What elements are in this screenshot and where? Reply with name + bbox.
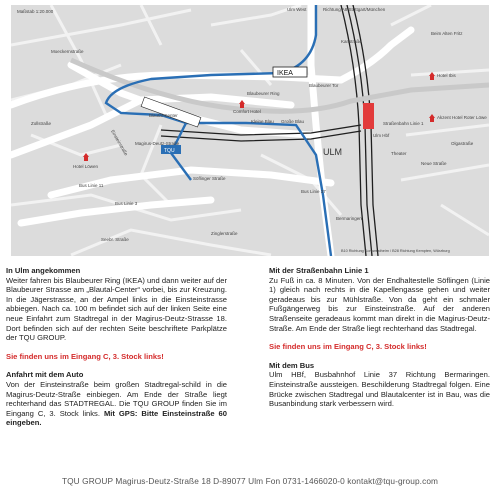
- directions-right-column: [269, 266, 490, 409]
- label-hotel-loewen: Hotel Löwen: [73, 164, 99, 169]
- footer-contact: TQU GROUP Magirus-Deutz-Straße 18 D-89077 Ulm Fon 0731-1466020-0 kontakt@tqu-group.com: [61, 476, 439, 486]
- label-olgastrasse: Olgastraße: [451, 141, 474, 146]
- location-map: [11, 5, 489, 256]
- label-soeflinger: Söflinger Straße: [193, 176, 226, 181]
- label-magirus: Magirus-Deutz-Straße: [135, 141, 180, 146]
- label-theater: Theater: [391, 151, 407, 156]
- label-bermaringen: Bermaringen: [336, 216, 362, 221]
- heading-car: Anfahrt mit dem Auto: [6, 370, 84, 380]
- heading-tram: Mit der Straßenbahn Linie 1: [269, 266, 369, 275]
- scale-label: Maßstab 1:20.000: [17, 9, 54, 14]
- label-ulm-west: Ulm West: [287, 7, 307, 12]
- label-kleine-blau: Kleine Blau: [251, 119, 274, 124]
- label-beim-alten-fritz: Beim Alten Fritz: [431, 31, 463, 36]
- label-blaubeurer-ring: Blaubeurer Ring: [247, 91, 280, 96]
- label-hotel-ibis: Hotel Ibis: [437, 73, 456, 78]
- label-karlstrasse: Karlstraße: [341, 39, 362, 44]
- label-blautal-center: Blautal-Center: [149, 113, 178, 118]
- map-graphic: [11, 5, 489, 256]
- label-bus-3: Bus Linie 3: [115, 201, 138, 206]
- label-hbf: Ulm Hbf: [373, 133, 390, 138]
- label-bus-37: Bus Linie 37: [301, 189, 326, 194]
- directions-left-column: [6, 266, 227, 428]
- label-copyright: B10 Richtung Kornwestheim / B28 Richtung Kempten, Würzburg: [341, 249, 450, 253]
- label-blaubeurer-tor: Blaubeurer Tor: [309, 83, 339, 88]
- label-zinglerstrasse: Zinglerstraße: [211, 231, 238, 236]
- label-moeckernstrasse: Moeckernstraße: [51, 49, 84, 54]
- text-tram: Zu Fuß in ca. 8 Minuten. Von der Endhaltestelle Söflingen (Linie 1) gleich nach rechts in die Kapellengasse gehen und weiter geradeaus bis zur Mühlstraße. Von da geht ein schmaler Fußgängerweg bis zur Einsteinstraße. Auf der anderen Straßenseite geradeaus kommt man direkt in die Magirus-Deutz-Straße. Am Ende der Straße liegt rechterhand das Stadtregal.: [269, 275, 490, 333]
- label-seebr-strasse: Seebr. Straße: [101, 237, 129, 242]
- label-grosse-blau: Große Blau: [281, 119, 305, 124]
- entrance-note-left: Sie finden uns im Eingang C, 3. Stock links!: [6, 351, 164, 361]
- label-neue-strasse: Neue Straße: [421, 161, 447, 166]
- label-ikea: IKEA: [277, 70, 293, 77]
- gps-note: Mit GPS: Bitte Einsteinstraße 60 eingeben.: [6, 408, 227, 428]
- ulm-hbf-station: [363, 103, 374, 129]
- label-akzent-hotel: Akzent Hotel Roter Löwe: [437, 115, 487, 120]
- heading-arrival: In Ulm angekommen: [6, 266, 81, 275]
- label-a8: Richtung A8 Stuttgart/München: [323, 7, 386, 12]
- heading-bus: Mit dem Bus: [269, 360, 315, 370]
- label-comfort-hotel: Comfort Hotel: [233, 109, 261, 114]
- text-arrival: Weiter fahren bis Blaubeurer Ring (IKEA) und dann weiter auf der Blaubeurer Strasse am „Blautal-Center“ vorbei, bis zur Kreuzung. In die Jägerstrasse, an der Ampel links in die Einsteinstrasse abbiegen. Nach ca. 100 m befindet sich auf der linken Seite eine neue Einfahrt zum Stadtregal in der Magirus-Deutz-Strasse 18. Dort befinden sich auf der rechten Seite beschriftete Parkplätze der TQU GROUP.: [6, 275, 227, 343]
- label-bus-11: Bus Linie 11: [79, 183, 104, 188]
- label-einsteinstrasse: Einsteinstraße: [110, 129, 129, 157]
- text-car: Von der Einsteinstraße beim großen Stadtregal-schild in die Magirus-Deutz-Straße einbiegen. Am Ende der Straße liegt rechterhand das STADTREGAL. Die TQU GROUP finden Sie im Eingang C, 3. Stock links.: [6, 379, 227, 418]
- label-ulm: ULM: [323, 147, 343, 157]
- label-zollstrasse: Zollstraße: [31, 121, 52, 126]
- label-strassenbahn: Straßenbahn Linie 1: [383, 121, 424, 126]
- label-tqu: TQU: [164, 148, 175, 154]
- entrance-note-right: Sie finden uns im Eingang C, 3. Stock links!: [269, 342, 427, 352]
- text-bus: Ulm HBf, Busbahnhof Linie 37 Richtung Bermaringen. Einsteinstraße aussteigen. Beschilderung Stadtregal folgen. Eine Brücke zwischen Stadtregal und Blautalcenter ist in Bau, was die Busanbindung stark verbessern wird.: [269, 370, 490, 409]
